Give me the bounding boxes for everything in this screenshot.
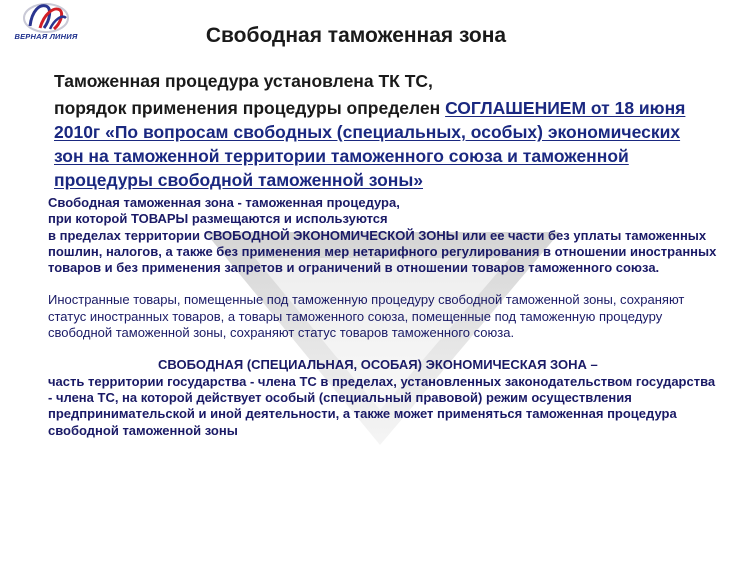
slide-title: Свободная таможенная зона — [205, 24, 507, 47]
lead-block — [54, 69, 714, 192]
body-text — [48, 195, 720, 439]
logo-text: ВЕРНАЯ ЛИНИЯ — [14, 32, 78, 41]
lead-line-2-intro: порядок применения процедуры определен — [54, 98, 446, 118]
definition-1-line-1: Свободная таможенная зона - таможенная процедура, — [48, 195, 400, 210]
definition-1-line-3: в пределах территории СВОБОДНОЙ ЭКОНОМИЧЕСКОЙ ЗОНЫ или ее части без уплаты таможенных пошлин, налогов, а также без применения мер нетарифного регулирования в отношении иностранных товаров и без применения запретов и ограничений в отношении товаров таможенного союза. — [48, 227, 717, 276]
sez-definition: часть территории государства - члена ТС в пределах, установленных законодательством государства - члена ТС, на которой действует особый (специальный правовой) режим осуществления предпринимательской и иной деятельности, а также может применяться таможенная процедура свободной таможенной зоны — [48, 373, 716, 438]
sez-heading: СВОБОДНАЯ (СПЕЦИАЛЬНАЯ, ОСОБАЯ) ЭКОНОМИЧЕСКАЯ ЗОНА – — [158, 357, 598, 373]
definition-1 — [48, 195, 720, 276]
lead-line-1: Таможенная процедура установлена ТК ТС, — [54, 71, 433, 91]
definition-1-line-2: при которой ТОВАРЫ размещаются и используются — [48, 211, 388, 227]
lead-line-2 — [54, 96, 714, 192]
paragraph-foreign-goods: Иностранные товары, помещенные под таможенную процедуру свободной таможенной зоны, сохраняют статус иностранных товаров, а товары таможенного союза, помещенные под таможенную процедуру свободной таможенной зоны, сохраняют статус товаров таможенного союза. — [48, 292, 685, 341]
agreement-link[interactable]: СОГЛАШЕНИЕМ от 18 июня 2010г «По вопросам свободных (специальных, особых) экономических зон на таможенной территории таможенного союза и таможенной процедуры свободной таможенной зоны» — [54, 98, 686, 190]
